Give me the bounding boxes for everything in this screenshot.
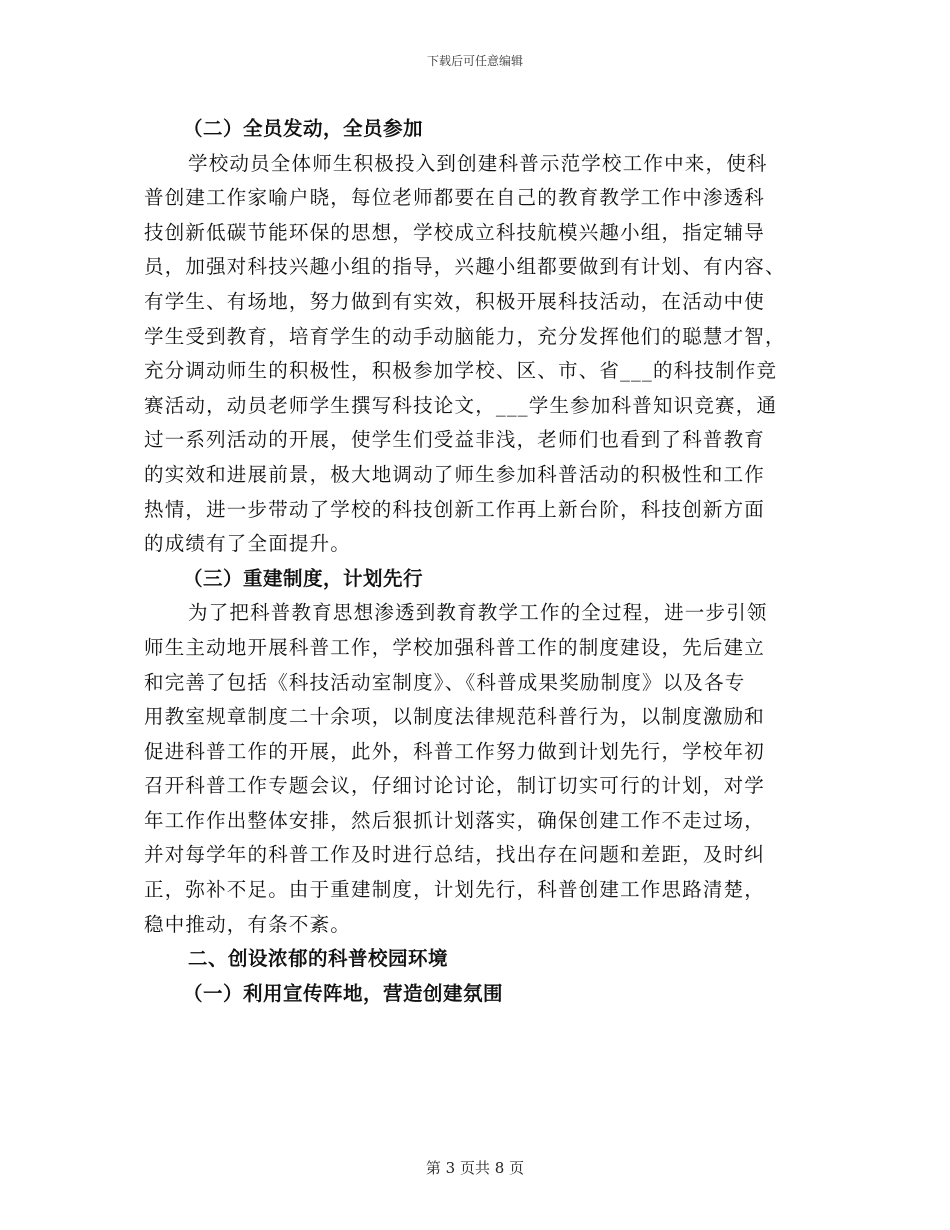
paragraph-line: 普创建工作家喻户晓，每位老师都要在自己的教育教学工作中渗透科 bbox=[144, 186, 766, 210]
paragraph-line: 师生主动地开展科普工作，学校加强科普工作的制度建设，先后建立 bbox=[144, 635, 766, 659]
paragraph-line: 充分调动师生的积极性，积极参加学校、区、市、省___的科技制作竞 bbox=[144, 359, 778, 383]
paragraph-line: 稳中推动，有条不紊。 bbox=[144, 912, 352, 936]
paragraph-line: 的实效和进展前景，极大地调动了师生参加科普活动的积极性和工作 bbox=[144, 462, 766, 486]
paragraph-line: 员，加强对科技兴趣小组的指导，兴趣小组都要做到有计划、有内容、 bbox=[144, 255, 786, 279]
paragraph-line: 的成绩有了全面提升。 bbox=[144, 532, 352, 556]
paragraph-line: 技创新低碳节能环保的思想，学校成立科技航模兴趣小组，指定辅导 bbox=[144, 220, 766, 244]
paragraph-line: 热情，进一步带动了学校的科技创新工作再上新台阶，科技创新方面 bbox=[144, 497, 766, 521]
paragraph-line: 赛活动，动员老师学生撰写科技论文，___学生参加科普知识竞赛，通 bbox=[144, 393, 778, 417]
paragraph-line: 为了把科普教育思想渗透到教育教学工作的全过程，进一步引领 bbox=[188, 601, 768, 625]
paragraph-line: 有学生、有场地，努力做到有实效，积极开展科技活动，在活动中使 bbox=[144, 289, 766, 313]
section-heading: （一）利用宣传阵地，营造创建氛围 bbox=[183, 981, 504, 1005]
paragraph-line: 并对每学年的科普工作及时进行总结，找出存在问题和差距，及时纠 bbox=[144, 843, 766, 867]
paragraph-line: 召开科普工作专题会议，仔细讨论讨论，制订切实可行的计划，对学 bbox=[144, 774, 766, 798]
paragraph-line: 促进科普工作的开展，此外，科普工作努力做到计划先行，学校年初 bbox=[144, 739, 766, 763]
paragraph-line: 正，弥补不足。由于重建制度，计划先行，科普创建工作思路清楚， bbox=[144, 878, 766, 902]
paragraph-line: 学校动员全体师生积极投入到创建科普示范学校工作中来，使科 bbox=[188, 151, 768, 175]
paragraph-line: 用教室规章制度二十余项，以制度法律规范科普行为，以制度激励和 bbox=[144, 705, 766, 729]
section-heading: （二）全员发动，全员参加 bbox=[183, 117, 424, 140]
page-header: 下载后可任意编辑 bbox=[426, 54, 523, 68]
document-body bbox=[144, 112, 816, 1011]
paragraph-line: 和完善了包括《科技活动室制度》、《科普成果奖励制度》以及各专 bbox=[144, 670, 746, 694]
paragraph-line: 过一系列活动的开展，使学生们受益非浅，老师们也看到了科普教育 bbox=[144, 428, 766, 452]
section-heading: （三）重建制度，计划先行 bbox=[183, 566, 424, 590]
paragraph-line: 学生受到教育，培育学生的动手动脑能力，充分发挥他们的聪慧才智， bbox=[144, 324, 786, 348]
page-footer: 第 3 页共 8 页 bbox=[425, 1159, 525, 1177]
section-heading: 二、创设浓郁的科普校园环境 bbox=[188, 947, 449, 971]
paragraph-line: 年工作作出整体安排，然后狠抓计划落实，确保创建工作不走过场， bbox=[144, 808, 766, 832]
